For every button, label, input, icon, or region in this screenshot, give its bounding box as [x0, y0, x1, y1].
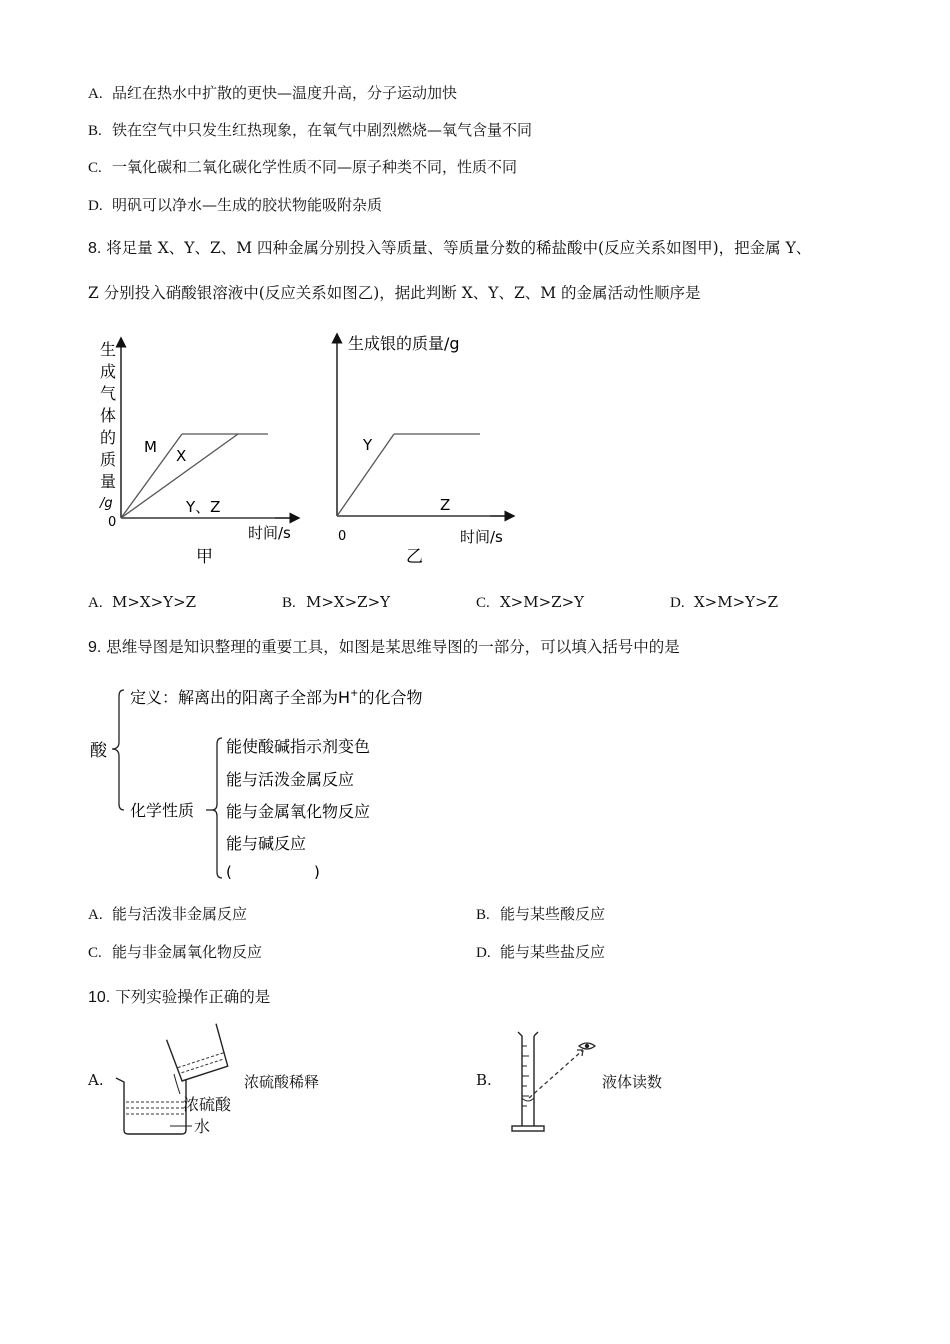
option-text: M>X>Y>Z	[112, 593, 197, 611]
q8-option-d	[670, 593, 778, 612]
origin-label: 0	[108, 515, 117, 530]
q8-option-a	[88, 593, 196, 612]
x-axis-label: 时间/s	[460, 528, 503, 546]
origin-label: 0	[338, 529, 347, 544]
option-text: 能与某些盐反应	[500, 943, 606, 961]
pouring-beaker	[167, 1024, 230, 1082]
q10-option-a-caption: 浓硫酸稀释	[244, 1073, 320, 1091]
option-label: D.	[476, 945, 491, 961]
inner-brace	[212, 738, 222, 878]
q9-option-a	[88, 903, 247, 924]
option-text: 一氧化碳和二氧化碳化学性质不同—原子种类不同，性质不同	[112, 158, 518, 176]
mindmap-root: 酸	[90, 741, 107, 761]
option-text: X>M>Z>Y	[500, 593, 585, 611]
q10-text: 下列实验操作正确的是	[115, 988, 271, 1006]
question-number: 9.	[88, 639, 102, 656]
option-label: B.	[88, 123, 102, 139]
definition-sup: +	[350, 688, 359, 699]
ylabel-char: 成	[100, 362, 117, 381]
q8-text-1: 将足量 X、Y、Z、M 四种金属分别投入等质量、等质量分数的稀盐酸中(反应关系如图甲)，把金属 Y、	[106, 239, 812, 257]
option-text: X>M>Y>Z	[694, 593, 779, 611]
y-axis-label	[99, 340, 116, 511]
option-label: A.	[88, 86, 103, 102]
pour-stream	[174, 1074, 180, 1094]
option-label: A.	[88, 595, 103, 611]
mindmap-item: 能与活泼金属反应	[226, 770, 355, 789]
meniscus	[522, 1098, 534, 1101]
eye-pupil-icon	[585, 1044, 589, 1048]
q9-option-b	[476, 903, 605, 924]
q7-option-d	[88, 194, 382, 215]
series-z-label: Z	[440, 496, 451, 514]
option-label: B.	[282, 595, 296, 611]
option-text: 品红在热水中扩散的更快—温度升高，分子运动加快	[112, 84, 458, 102]
q9-option-d	[476, 941, 605, 962]
blank-open: (	[226, 863, 232, 881]
ylabel-char: 生	[100, 340, 117, 359]
option-label: A.	[88, 907, 103, 923]
graduated-cylinder	[518, 1032, 538, 1126]
q7-option-b	[88, 119, 532, 140]
q8-option-b	[282, 593, 390, 612]
series-y-label: Y	[363, 436, 373, 454]
chart-caption: 乙	[406, 547, 423, 567]
acid-mindmap	[86, 676, 486, 886]
q10-option-a-label: A.	[88, 1071, 104, 1089]
series-x-label: X	[176, 447, 187, 465]
q8-stem-line2	[88, 281, 701, 303]
blank-close: )	[314, 863, 320, 881]
x-axis-label: 时间/s	[248, 524, 291, 542]
series-m-label: M	[144, 438, 157, 456]
ylabel-char: 的	[100, 428, 117, 447]
q10-stem	[88, 985, 270, 1007]
sight-line	[529, 1050, 583, 1098]
definition-text: 定义：解离出的阳离子全部为H	[130, 688, 351, 707]
option-label: D.	[88, 198, 103, 214]
ylabel-char: 体	[100, 406, 117, 425]
option-label: C.	[88, 160, 102, 176]
option-text: M>X>Z>Y	[306, 593, 391, 611]
outer-brace	[112, 690, 124, 810]
chart-yi	[326, 330, 526, 575]
option-label: C.	[88, 945, 102, 961]
ylabel-char: 气	[100, 384, 117, 403]
chart-caption: 甲	[196, 547, 213, 567]
mindmap-item: 能使酸碱指示剂变色	[226, 737, 371, 756]
q8-text-2: Z 分别投入硝酸银溶液中(反应关系如图乙)，据此判断 X、Y、Z、M 的金属活动性顺序是	[88, 284, 701, 302]
series-yz-label: Y、Z	[186, 498, 221, 516]
option-text: 明矾可以净水—生成的胶状物能吸附杂质	[112, 196, 383, 214]
water-label: 水	[194, 1117, 211, 1136]
option-text: 能与某些酸反应	[500, 905, 606, 923]
cylinder-base	[512, 1126, 544, 1131]
q9-stem	[88, 635, 680, 657]
mindmap-item: 能与碱反应	[226, 834, 307, 853]
dilution-illustration	[110, 1022, 240, 1140]
option-text: 铁在空气中只发生红热现象，在氧气中剧烈燃烧—氧气含量不同	[112, 121, 533, 139]
mindmap-definition	[130, 688, 422, 707]
q10-option-b-caption: 液体读数	[602, 1073, 663, 1091]
q8-option-c	[476, 593, 584, 612]
q9-text: 思维导图是知识整理的重要工具，如图是某思维导图的一部分，可以填入括号中的是	[106, 638, 680, 656]
q7-option-c	[88, 156, 517, 177]
question-number: 8.	[88, 240, 102, 257]
option-text: 能与非金属氧化物反应	[112, 943, 263, 961]
cylinder-illustration	[505, 1026, 600, 1138]
option-text: 能与活泼非金属反应	[112, 905, 248, 923]
ylabel-char: 质	[100, 450, 117, 469]
option-label: C.	[476, 595, 490, 611]
y-axis-label: 生成银的质量/g	[348, 334, 460, 353]
q10-option-b-label: B.	[476, 1071, 492, 1089]
mindmap-item: 能与金属氧化物反应	[226, 802, 371, 821]
q7-option-a	[88, 82, 457, 103]
mindmap-branch: 化学性质	[130, 801, 195, 820]
option-label: D.	[670, 595, 685, 611]
ylabel-char: /g	[100, 496, 113, 511]
chart-jia	[90, 330, 310, 575]
ylabel-char: 量	[100, 472, 117, 491]
q8-stem-line1	[88, 236, 811, 258]
definition-end: 的化合物	[358, 688, 423, 707]
question-number: 10.	[88, 989, 111, 1006]
q9-option-c	[88, 941, 262, 962]
acid-label: 浓硫酸	[183, 1095, 232, 1114]
option-label: B.	[476, 907, 490, 923]
